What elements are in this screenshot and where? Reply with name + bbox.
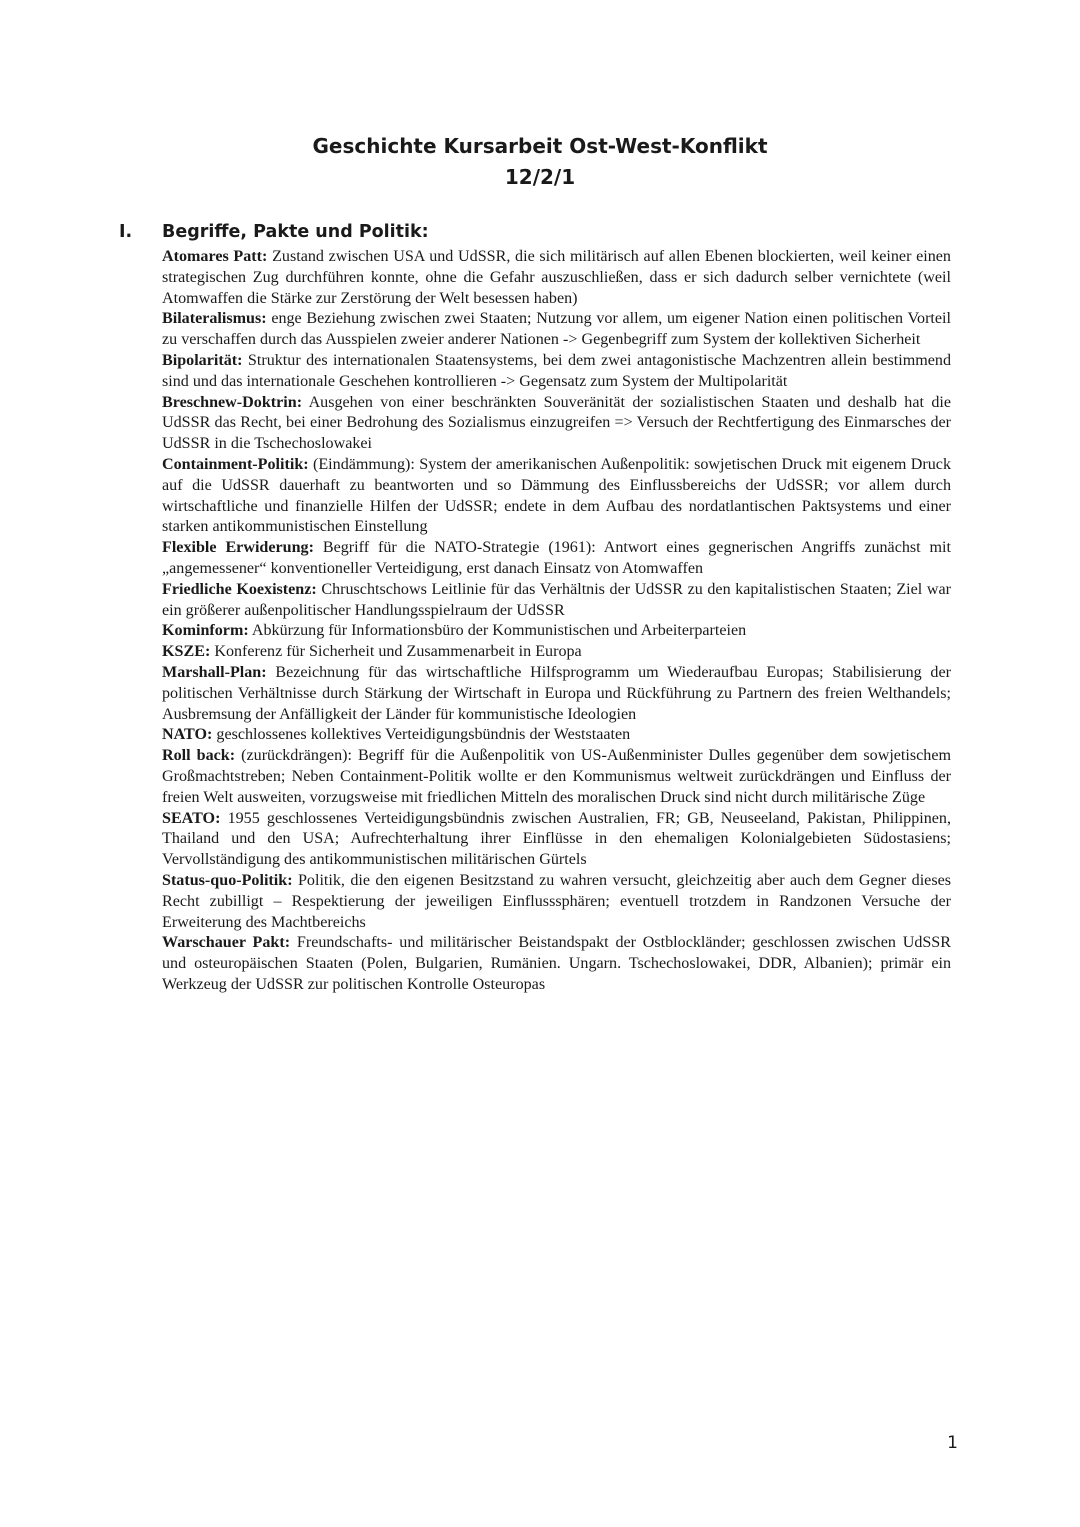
section-number: I.	[119, 222, 133, 242]
glossary-definition: (Eindämmung): System der amerikanischen Außenpolitik: sowjetischen Druck mit eigenem Druck auf die UdSSR dauerhaft zu beantworten und so Dämmung des Einflussbereichs der UdSSR; vor allem durch wirtschaftliche und finanzielle Hilfen der UdSSR; endete in dem Aufbau des nordatlantischen Paktsystems und einer starken antikommunistischen Einstellung	[162, 455, 951, 536]
glossary-entry-friedliche-koexistenz	[162, 580, 951, 622]
glossary-definition: Konferenz für Sicherheit und Zusammenarbeit in Europa	[210, 643, 582, 661]
glossary-entry-bilateralismus	[162, 309, 951, 351]
glossary-definition: Chruschtschows Leitlinie für das Verhältnis der UdSSR zu den kapitalistischen Staaten; Ziel war ein größerer außenpolitischer Handlungsspielraum der UdSSR	[162, 580, 951, 619]
glossary-term: NATO:	[162, 726, 213, 744]
glossary-definition: geschlossenes kollektives Verteidigungsbündnis der Weststaaten	[212, 726, 631, 744]
glossary-entry-ksze	[162, 642, 951, 663]
glossary-term: Friedliche Koexistenz:	[162, 580, 317, 598]
glossary-term: Bipolarität:	[162, 351, 243, 369]
section-title: Begriffe, Pakte und Politik:	[162, 222, 429, 242]
glossary-entry-breschnew-doktrin	[162, 393, 951, 455]
glossary-term: Bilateralismus:	[162, 310, 267, 328]
glossary-entry-warschauer-pakt	[162, 933, 951, 995]
glossary-definition: Struktur des internationalen Staatensystems, bei dem zwei antagonistische Machzentren allein bestimmend sind und das internationale Geschehen kontrollieren -> Gegensatz zum System der Multipolarität	[162, 351, 951, 390]
glossary-term: Flexible Erwiderung:	[162, 539, 314, 557]
glossary-definition: Ausgehen von einer beschränkten Souveränität der sozialistischen Staaten und deshalb hat die UdSSR das Recht, bei einer Bedrohung des Sozialismus einzugreifen => Versuch der Rechtfertigung des Einmarsches der UdSSR in die Tschechoslowakei	[162, 393, 951, 453]
glossary-definition: Zustand zwischen USA und UdSSR, die sich militärisch auf allen Ebenen blockierten, weil keiner einen strategischen Zug durchführen konnte, ohne die Gefahr auszuschließen, dass er sich dadurch selber vernichtete (weil Atomwaffen die Stärke zur Zerstörung der Welt besessen haben)	[162, 248, 951, 307]
glossary-definition: Bezeichnung für das wirtschaftliche Hilfsprogramm um Wiederaufbau Europas; Stabilisierung der politischen Verhältnisse durch Stärkung der Wirtschaft in Europa und Rückführung zu Partnern des freien Welthandels; Ausbremsung der Anfälligkeit der Länder für kommunistische Ideologien	[162, 663, 951, 723]
glossary-entry-kominform	[162, 621, 951, 642]
glossary-list	[162, 247, 951, 996]
glossary-term: Marshall-Plan:	[162, 663, 267, 681]
document-title: Geschichte Kursarbeit Ost-West-Konflikt	[312, 134, 768, 158]
glossary-definition: Abkürzung für Informationsbüro der Kommunistischen und Arbeiterparteien	[248, 622, 747, 640]
glossary-entry-flexible-erwiderung	[162, 538, 951, 580]
glossary-term: Breschnew-Doktrin:	[162, 393, 303, 411]
glossary-entry-containment-politik	[162, 455, 951, 538]
glossary-definition: Politik, die den eigenen Besitzstand zu wahren versucht, gleichzeitig aber auch dem Gegner dieses Recht zubilligt – Respektierung der jeweiligen Einflusssphären; eventuell trotzdem in Randzonen Versuche der Erweiterung des Machtbereichs	[162, 871, 951, 931]
glossary-entry-nato	[162, 725, 951, 746]
glossary-term: Atomares Patt:	[162, 248, 268, 265]
glossary-entry-bipolaritaet	[162, 351, 951, 393]
page-number: 1	[947, 1433, 958, 1453]
glossary-definition: (zurückdrängen): Begriff für die Außenpolitik von US-Außenminister Dulles gegenüber dem sowjetischem Großmachtstreben; Neben Containment-Politik wollte er den Kommunismus weltweit zurückdrängen und Einfluss der freien Welt ausweiten, vorzugsweise mit friedlichen Mitteln des moralischen Druck sind nicht durch militärische Züge	[162, 747, 951, 806]
glossary-entry-status-quo-politik	[162, 871, 951, 933]
glossary-entry-marshall-plan	[162, 663, 951, 725]
glossary-term: Warschauer Pakt:	[162, 934, 291, 952]
glossary-definition: enge Beziehung zwischen zwei Staaten; Nutzung vor allem, um eigener Nation einen politischen Vorteil zu verschaffen durch das Ausspielen zweier anderer Nationen -> Gegenbegriff zum System der kollektiven Sicherheit	[162, 310, 951, 349]
section-heading	[119, 220, 919, 244]
glossary-term: Kominform:	[162, 622, 249, 640]
glossary-definition: Begriff für die NATO-Strategie (1961): Antwort eines gegnerischen Angriffs zunächst mit „angemessener“ konventioneller Verteidigung, erst danach Einsatz von Atomwaffen	[162, 539, 952, 577]
glossary-definition: Freundschafts- und militärischer Beistandspakt der Ostblockländer; geschlossen zwischen UdSSR und osteuropäischen Staaten (Polen, Bulgarien, Rumänien. Ungarn. Tschechoslowakei, DDR, Albanien); primär ein Werkzeug der UdSSR zur politischen Kontrolle Osteuropas	[162, 934, 951, 993]
glossary-definition: 1955 geschlossenes Verteidigungsbündnis zwischen Australien, FR; GB, Neuseeland, Pakistan, Philippinen, Thailand und den USA; Aufrechterhaltung ihrer Einflüsse in den ehemaligen Kolonialgebieten Südostasiens; Vervollständigung des antikommunistischen militärischen Gürtels	[162, 809, 951, 869]
glossary-term: Containment-Politik:	[162, 455, 309, 473]
glossary-term: KSZE:	[162, 643, 211, 661]
glossary-term: Status-quo-Politik:	[162, 871, 293, 889]
document-subtitle: 12/2/1	[504, 165, 576, 189]
glossary-entry-seato	[162, 809, 951, 871]
glossary-entry-roll-back	[162, 746, 951, 808]
glossary-term: Roll back:	[162, 747, 236, 765]
glossary-entry-atomares-patt	[162, 247, 951, 309]
glossary-term: SEATO:	[162, 809, 221, 827]
